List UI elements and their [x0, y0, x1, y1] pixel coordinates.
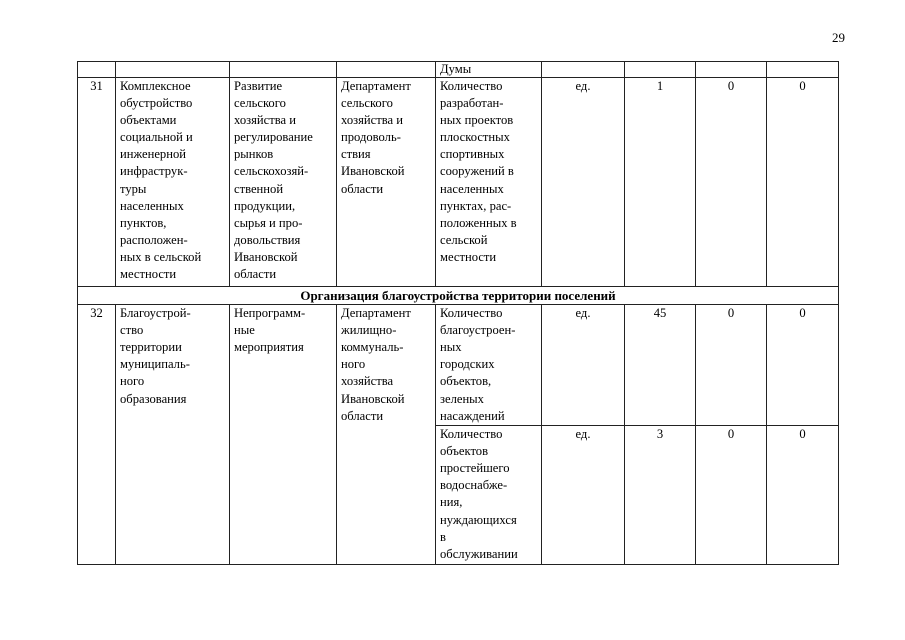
- cell-object: Комплексное обустройство объектами социальной и инженерной инфраструк- туры населенных пунктов, расположен- ных в сельской местности: [116, 78, 230, 287]
- cell-empty: [696, 62, 767, 78]
- cell-indicator: Думы: [436, 62, 542, 78]
- cell-empty: [78, 62, 116, 78]
- cell-department: Департамент жилищно- коммуналь- ного хозяйства Ивановской области: [337, 305, 436, 565]
- cell-indicator: Количество благоустроен- ных городских объектов, зеленых насаждений: [436, 305, 542, 426]
- cell-empty: [625, 62, 696, 78]
- cell-empty: [337, 62, 436, 78]
- cell-value: 0: [767, 78, 839, 287]
- cell-unit: ед.: [542, 426, 625, 565]
- table-row-continuation: [78, 62, 839, 78]
- section-heading-row: [78, 287, 839, 305]
- section-title: Организация благоустройства территории поселений: [78, 287, 839, 305]
- cell-empty: [767, 62, 839, 78]
- cell-value: 1: [625, 78, 696, 287]
- cell-value: 45: [625, 305, 696, 426]
- cell-department: Департамент сельского хозяйства и продоволь- ствия Ивановской области: [337, 78, 436, 287]
- cell-unit: ед.: [542, 78, 625, 287]
- cell-program: Развитие сельского хозяйства и регулирование рынков сельскохозяй- ственной продукции, сырья и про- довольствия Ивановской области: [230, 78, 337, 287]
- page-number: 29: [832, 30, 845, 45]
- cell-value: 0: [696, 426, 767, 565]
- cell-program: Непрограмм- ные мероприятия: [230, 305, 337, 565]
- cell-value: 3: [625, 426, 696, 565]
- cell-row-number: 31: [78, 78, 116, 287]
- cell-empty: [542, 62, 625, 78]
- cell-value: 0: [696, 78, 767, 287]
- table-row: [78, 78, 839, 287]
- cell-value: 0: [696, 305, 767, 426]
- cell-indicator: Количество разработан- ных проектов плоскостных спортивных сооружений в населенных пунктах, рас- положенных в сельской местности: [436, 78, 542, 287]
- cell-object: Благоустрой- ство территории муниципаль- ного образования: [116, 305, 230, 565]
- cell-indicator: Количество объектов простейшего водоснабже- ния, нуждающихся в обслуживании: [436, 426, 542, 565]
- cell-empty: [230, 62, 337, 78]
- cell-row-number: 32: [78, 305, 116, 565]
- cell-value: 0: [767, 305, 839, 426]
- indicators-table: [77, 61, 839, 565]
- table-row: [78, 305, 839, 426]
- cell-value: 0: [767, 426, 839, 565]
- cell-empty: [116, 62, 230, 78]
- cell-unit: ед.: [542, 305, 625, 426]
